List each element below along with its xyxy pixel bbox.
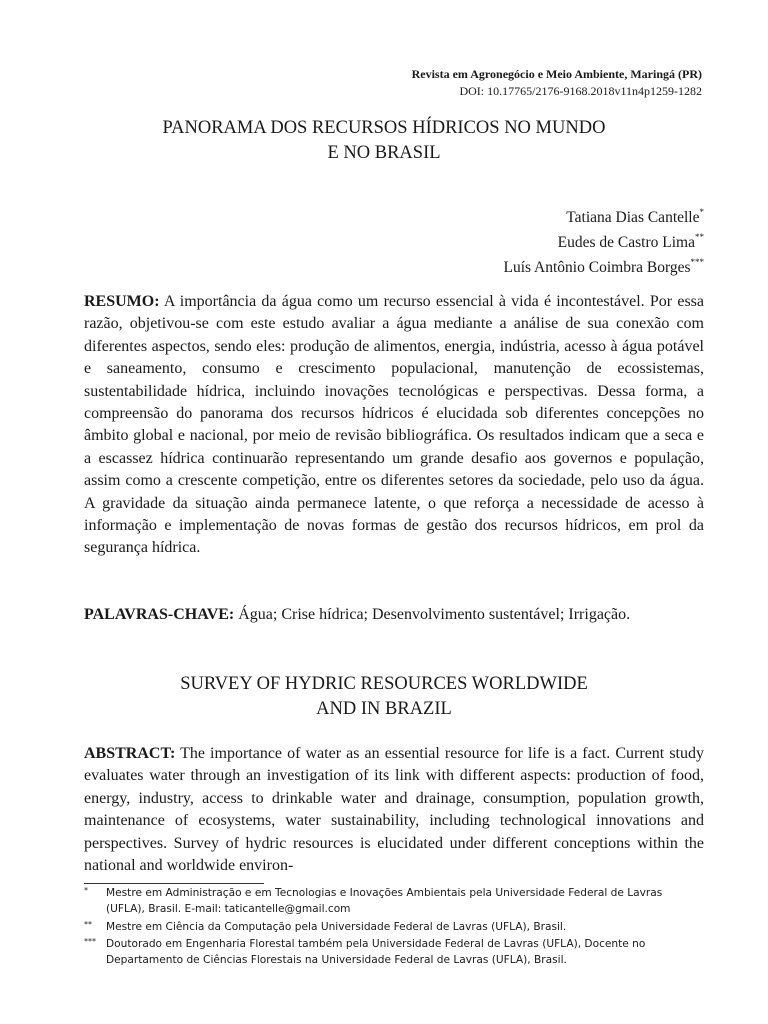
footnote — [84, 936, 704, 969]
footnote-text: Doutorado em Engenharia Florestal também pela Universidade Federal de Lavras (UFLA), Docente no Departamento de Ciências Florestais na Universidade Federal de Lavras (UFLA), Brasil. — [106, 937, 646, 967]
keywords-text: Água; Crise hídrica; Desenvolvimento sustentável; Irrigação. — [238, 606, 631, 623]
title-pt-line-1: PANORAMA DOS RECURSOS HÍDRICOS NO MUNDO — [162, 118, 606, 138]
footnote-mark: * — [84, 886, 88, 895]
author — [503, 255, 704, 280]
journal-header — [412, 66, 702, 100]
journal-doi: DOI: 10.17765/2176-9168.2018v11n4p1259-1282 — [459, 84, 702, 98]
footnote-mark: * — [699, 207, 704, 217]
title-en-line-1: SURVEY OF HYDRIC RESOURCES WORLDWIDE — [180, 674, 588, 694]
keywords-paragraph — [84, 604, 704, 626]
resumo-label: RESUMO: — [84, 293, 160, 310]
title-en-line-2: AND IN BRAZIL — [316, 699, 452, 719]
author-name: Tatiana Dias Cantelle — [566, 209, 700, 226]
footnote-divider — [84, 883, 264, 884]
resumo-paragraph — [84, 291, 704, 560]
author-list — [503, 205, 704, 280]
title-pt-line-2: E NO BRASIL — [327, 143, 441, 163]
footnote-mark: *** — [690, 257, 704, 267]
title-portuguese — [84, 116, 684, 166]
resumo-text: A importância da água como um recurso essencial à vida é incontestável. Por essa razão, objetivou-se com este estudo avaliar a água mediante a análise de sua conexão com diferentes aspectos, sendo eles: produção de alimentos, energia, indústria, acesso à água potável e saneamento, consumo e crescimento populacional, manutenção de ecossistemas, sustentabilidade hídrica, incluindo inovações tecnológicas e perspectivas. Dessa forma, a compreensão do panorama dos recursos hídricos é elucidada sob diferentes concepções no âmbito global e nacional, por meio de revisão bibliográfica. Os resultados indicam que a seca e a escassez hídrica continuarão representando um grande desafio aos governos e população, assim como a crescente competição, entre os diferentes setores da sociedade, pelo uso da água. A gravidade da situação ainda permanece latente, o que reforça a necessidade de acesso à informação e implementação de novas formas de gestão dos recursos hídricos, em prol da segurança hídrica. — [84, 293, 705, 557]
author — [503, 205, 704, 230]
title-english — [84, 672, 684, 722]
footnote-text: Mestre em Administração e em Tecnologias e Inovações Ambientais pela Universidade Federal de Lavras (UFLA), Brasil. E-mail: taticantelle@gmail.com — [106, 887, 663, 916]
journal-name: Revista em Agronegócio e Meio Ambiente, Maringá (PR) — [411, 67, 702, 81]
footnote-mark: *** — [84, 936, 96, 946]
abstract-paragraph — [84, 743, 704, 877]
footnote — [84, 885, 704, 918]
author-name: Luís Antônio Coimbra Borges — [503, 259, 691, 276]
footnote-mark: ** — [84, 919, 92, 929]
keywords-label: PALAVRAS-CHAVE: — [84, 606, 235, 623]
author — [503, 230, 704, 255]
footnotes — [84, 885, 704, 969]
footnote — [84, 919, 704, 935]
footnote-text: Mestre em Ciência da Computação pela Universidade Federal de Lavras (UFLA), Brasil. — [106, 920, 567, 933]
abstract-text: The importance of water as an essential resource for life is a fact. Current study evaluates water through an investigation of its link with different aspects: production of food, energy, industry, access to drinkable water and drainage, consumption, population growth, maintenance of ecosystems, water sustainability, including technological innovations and perspectives. Survey of hydric resources is elucidated under different conceptions within the national and worldwide environ- — [84, 745, 705, 875]
author-name: Eudes de Castro Lima — [557, 234, 695, 251]
footnote-mark: ** — [695, 232, 704, 242]
abstract-label: ABSTRACT: — [84, 745, 176, 762]
